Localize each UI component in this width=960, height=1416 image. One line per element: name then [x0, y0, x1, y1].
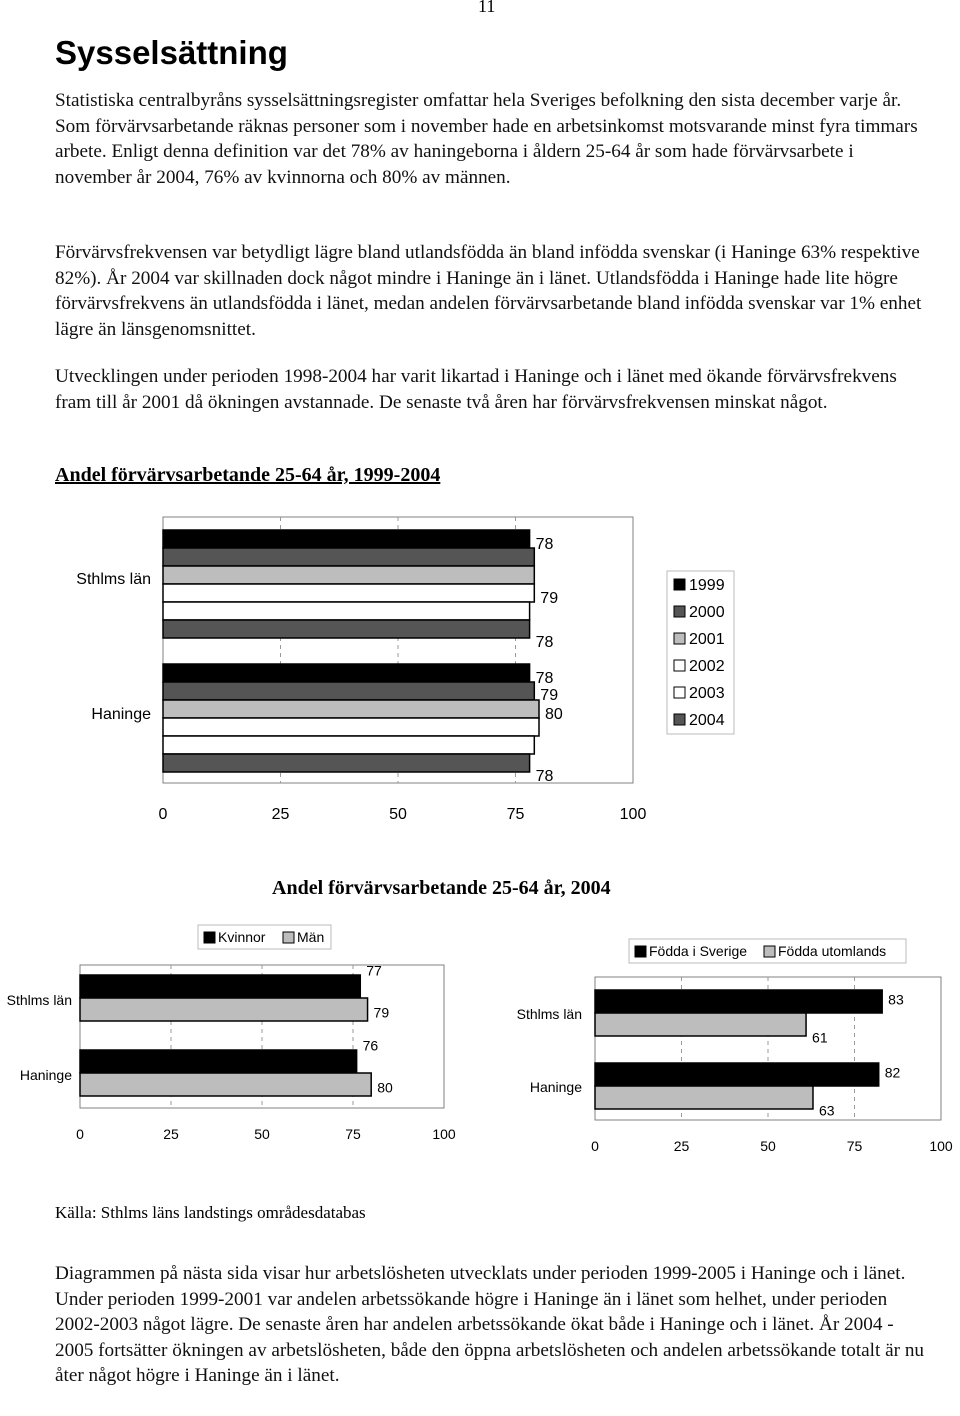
chart2-category-label: Haninge: [19, 1067, 72, 1083]
chart1-tick-label: 100: [619, 806, 647, 823]
chart2-legend-swatch-kvinnor: [204, 932, 215, 943]
chart1-title: Andel förvärvsarbetande 25-64 år, 1999-2004: [55, 464, 441, 486]
chart1-legend-swatch-2003: [674, 687, 685, 698]
chart2-legend-label-m-n: Män: [297, 929, 325, 945]
chart1-bar-sthlms-l-n-2004: [163, 620, 530, 638]
chart1-bar-sthlms-l-n-1999: [163, 530, 530, 548]
chart1-legend-label-2002: 2002: [689, 658, 725, 675]
chart3-data-label: 83: [888, 991, 904, 1008]
chart3-tick-label: 75: [846, 1138, 863, 1154]
chart2-bar-sthlms-l-n-m-n: [80, 998, 368, 1021]
chart1-data-label: 79: [540, 590, 559, 607]
chart2-category-label: Sthlms län: [6, 992, 72, 1008]
chart2-tick-label: 50: [254, 1126, 270, 1142]
chart3-legend-label-f-dda-utomlands: Födda utomlands: [778, 943, 887, 959]
chart2-tick-label: 25: [163, 1126, 179, 1142]
chart1-bar-haninge-1999: [163, 664, 530, 682]
chart1-data-label: 78: [535, 670, 554, 687]
chart1-data-label: 78: [535, 536, 554, 553]
chart3-category-label: Sthlms län: [516, 1006, 582, 1022]
chart1-bar-sthlms-l-n-2002: [163, 584, 534, 602]
chart3-bar-sthlms-l-n-f-dda-utomlands: [595, 1013, 806, 1036]
chart1-bar-haninge-2001: [163, 700, 539, 718]
chart1-legend-label-2004: 2004: [689, 712, 725, 729]
chart1-bar-sthlms-l-n-2001: [163, 566, 534, 584]
chart3-data-label: 82: [884, 1064, 901, 1081]
chart2-tick-label: 75: [345, 1126, 361, 1142]
chart1-data-label: 79: [540, 687, 559, 704]
chart1-legend-swatch-1999: [674, 579, 685, 590]
chart1-bar-haninge-2000: [163, 682, 534, 700]
chart1-bar-sthlms-l-n-2003: [163, 602, 530, 620]
chart3-tick-label: 0: [591, 1138, 599, 1154]
chart2-bar-haninge-m-n: [80, 1073, 371, 1096]
chart1-data-label: 78: [535, 768, 554, 785]
chart2-tick-label: 100: [432, 1126, 456, 1142]
chart1-tick-label: 50: [389, 806, 407, 823]
chart1-legend-swatch-2001: [674, 633, 685, 644]
source-note: Källa: Sthlms läns landstings områdesdatabas: [55, 1203, 366, 1222]
chart1-legend-label-2001: 2001: [689, 631, 725, 648]
chart1-category-label: Haninge: [91, 706, 151, 723]
chart3-tick-label: 100: [929, 1138, 953, 1154]
chart1-legend-label-2000: 2000: [689, 604, 725, 621]
chart2-data-label: 77: [366, 962, 382, 979]
chart2-bar-haninge-kvinnor: [80, 1050, 357, 1073]
chart-employment-gender-2004: [7, 925, 456, 1142]
paragraph-intro: Statistiska centralbyråns sysselsättningsregister omfattar hela Sveriges befolkning den sista december varje år. Som förvärvsarbetande räknas personer som i november hade en arbetsinkomst motsvarande minst fyra timmars arbete. Enligt denna definition var det 78% av haningeborna i åldern 25-64 år som hade förvärvsarbete i november år 2004, 76% av kvinnorna och 80% av männen.: [55, 90, 918, 188]
chart3-bar-haninge-f-dda-i-sverige: [595, 1063, 879, 1086]
paragraph-development: Utvecklingen under perioden 1998-2004 har varit likartad i Haninge och i länet med ökande förvärvsfrekvens fram till år 2001 då ökningen avstannade. De senaste två åren har förvärvsfrekvensen minskat något.: [55, 366, 897, 413]
chart2-legend-label-kvinnor: Kvinnor: [218, 929, 266, 945]
chart3-legend-swatch-f-dda-i-sverige: [635, 946, 646, 957]
chart1-tick-label: 25: [271, 806, 290, 823]
chart3-data-label: 61: [812, 1029, 828, 1046]
chart2-tick-label: 0: [76, 1126, 84, 1142]
chart3-legend-label-f-dda-i-sverige: Födda i Sverige: [649, 943, 748, 959]
chart1-legend-label-1999: 1999: [689, 577, 725, 594]
chart3-bar-haninge-f-dda-utomlands: [595, 1086, 813, 1109]
chart2-bar-sthlms-l-n-kvinnor: [80, 975, 360, 998]
chart2-title: Andel förvärvsarbetande 25-64 år, 2004: [272, 877, 611, 899]
chart1-bar-haninge-2004: [163, 754, 530, 772]
chart1-category-label: Sthlms län: [76, 571, 151, 588]
chart3-tick-label: 50: [760, 1138, 776, 1154]
chart3-tick-label: 25: [673, 1138, 690, 1154]
chart1-data-label: 80: [545, 706, 563, 723]
chart-employment-1999-2004: [76, 517, 734, 823]
chart1-tick-label: 75: [506, 806, 525, 823]
chart2-data-label: 80: [377, 1079, 393, 1096]
chart1-legend-swatch-2000: [674, 606, 685, 617]
page-number: 11: [478, 0, 496, 16]
chart1-legend-label-2003: 2003: [689, 685, 725, 702]
paragraph-foreign-born: Förvärvsfrekvensen var betydligt lägre bland utlandsfödda än bland infödda svenskar (i Haninge 63% respektive 82%). År 2004 var skillnaden dock något mindre i Haninge än i länet. Utlandsfödda i Haninge hade lite högre förvärvsfrekvens än utlandsfödda i länet, medan andelen förvärvsarbetande bland infödda svenskar var 1% enhet lägre än länsgenomsnittet.: [55, 242, 922, 340]
chart1-legend-swatch-2002: [674, 660, 685, 671]
chart2-data-label: 79: [373, 1004, 390, 1021]
chart1-tick-label: 0: [158, 806, 168, 823]
chart2-legend-swatch-m-n: [283, 932, 294, 943]
chart3-bar-sthlms-l-n-f-dda-i-sverige: [595, 990, 882, 1013]
page-title: Sysselsättning: [55, 34, 288, 71]
chart1-data-label: 78: [535, 634, 554, 651]
chart3-data-label: 63: [818, 1102, 835, 1119]
chart-employment-origin-2004: [517, 939, 953, 1154]
chart1-bar-sthlms-l-n-2000: [163, 548, 534, 566]
paragraph-unemployment: Diagrammen på nästa sida visar hur arbetslösheten utvecklats under perioden 1999-2005 i Haninge och i länet. Under perioden 1999-2001 var andelen arbetssökande högre i Haninge än i länet som helhet, under perioden 2002-2003 något lägre. De senaste åren har andelen arbetssökande ökat både i Haninge och i länet. År 2004 - 2005 fortsätter ökningen av arbetslösheten, både den öppna arbetslösheten och andelen arbetssökande totalt är nu åter något högre i Haninge än i länet.: [55, 1263, 925, 1387]
chart2-data-label: 76: [362, 1037, 379, 1054]
chart1-legend-swatch-2004: [674, 714, 685, 725]
chart1-bar-haninge-2003: [163, 736, 534, 754]
chart3-category-label: Haninge: [529, 1079, 582, 1095]
chart1-legend: [667, 571, 734, 734]
chart3-legend-swatch-f-dda-utomlands: [764, 946, 775, 957]
chart1-bar-haninge-2002: [163, 718, 539, 736]
